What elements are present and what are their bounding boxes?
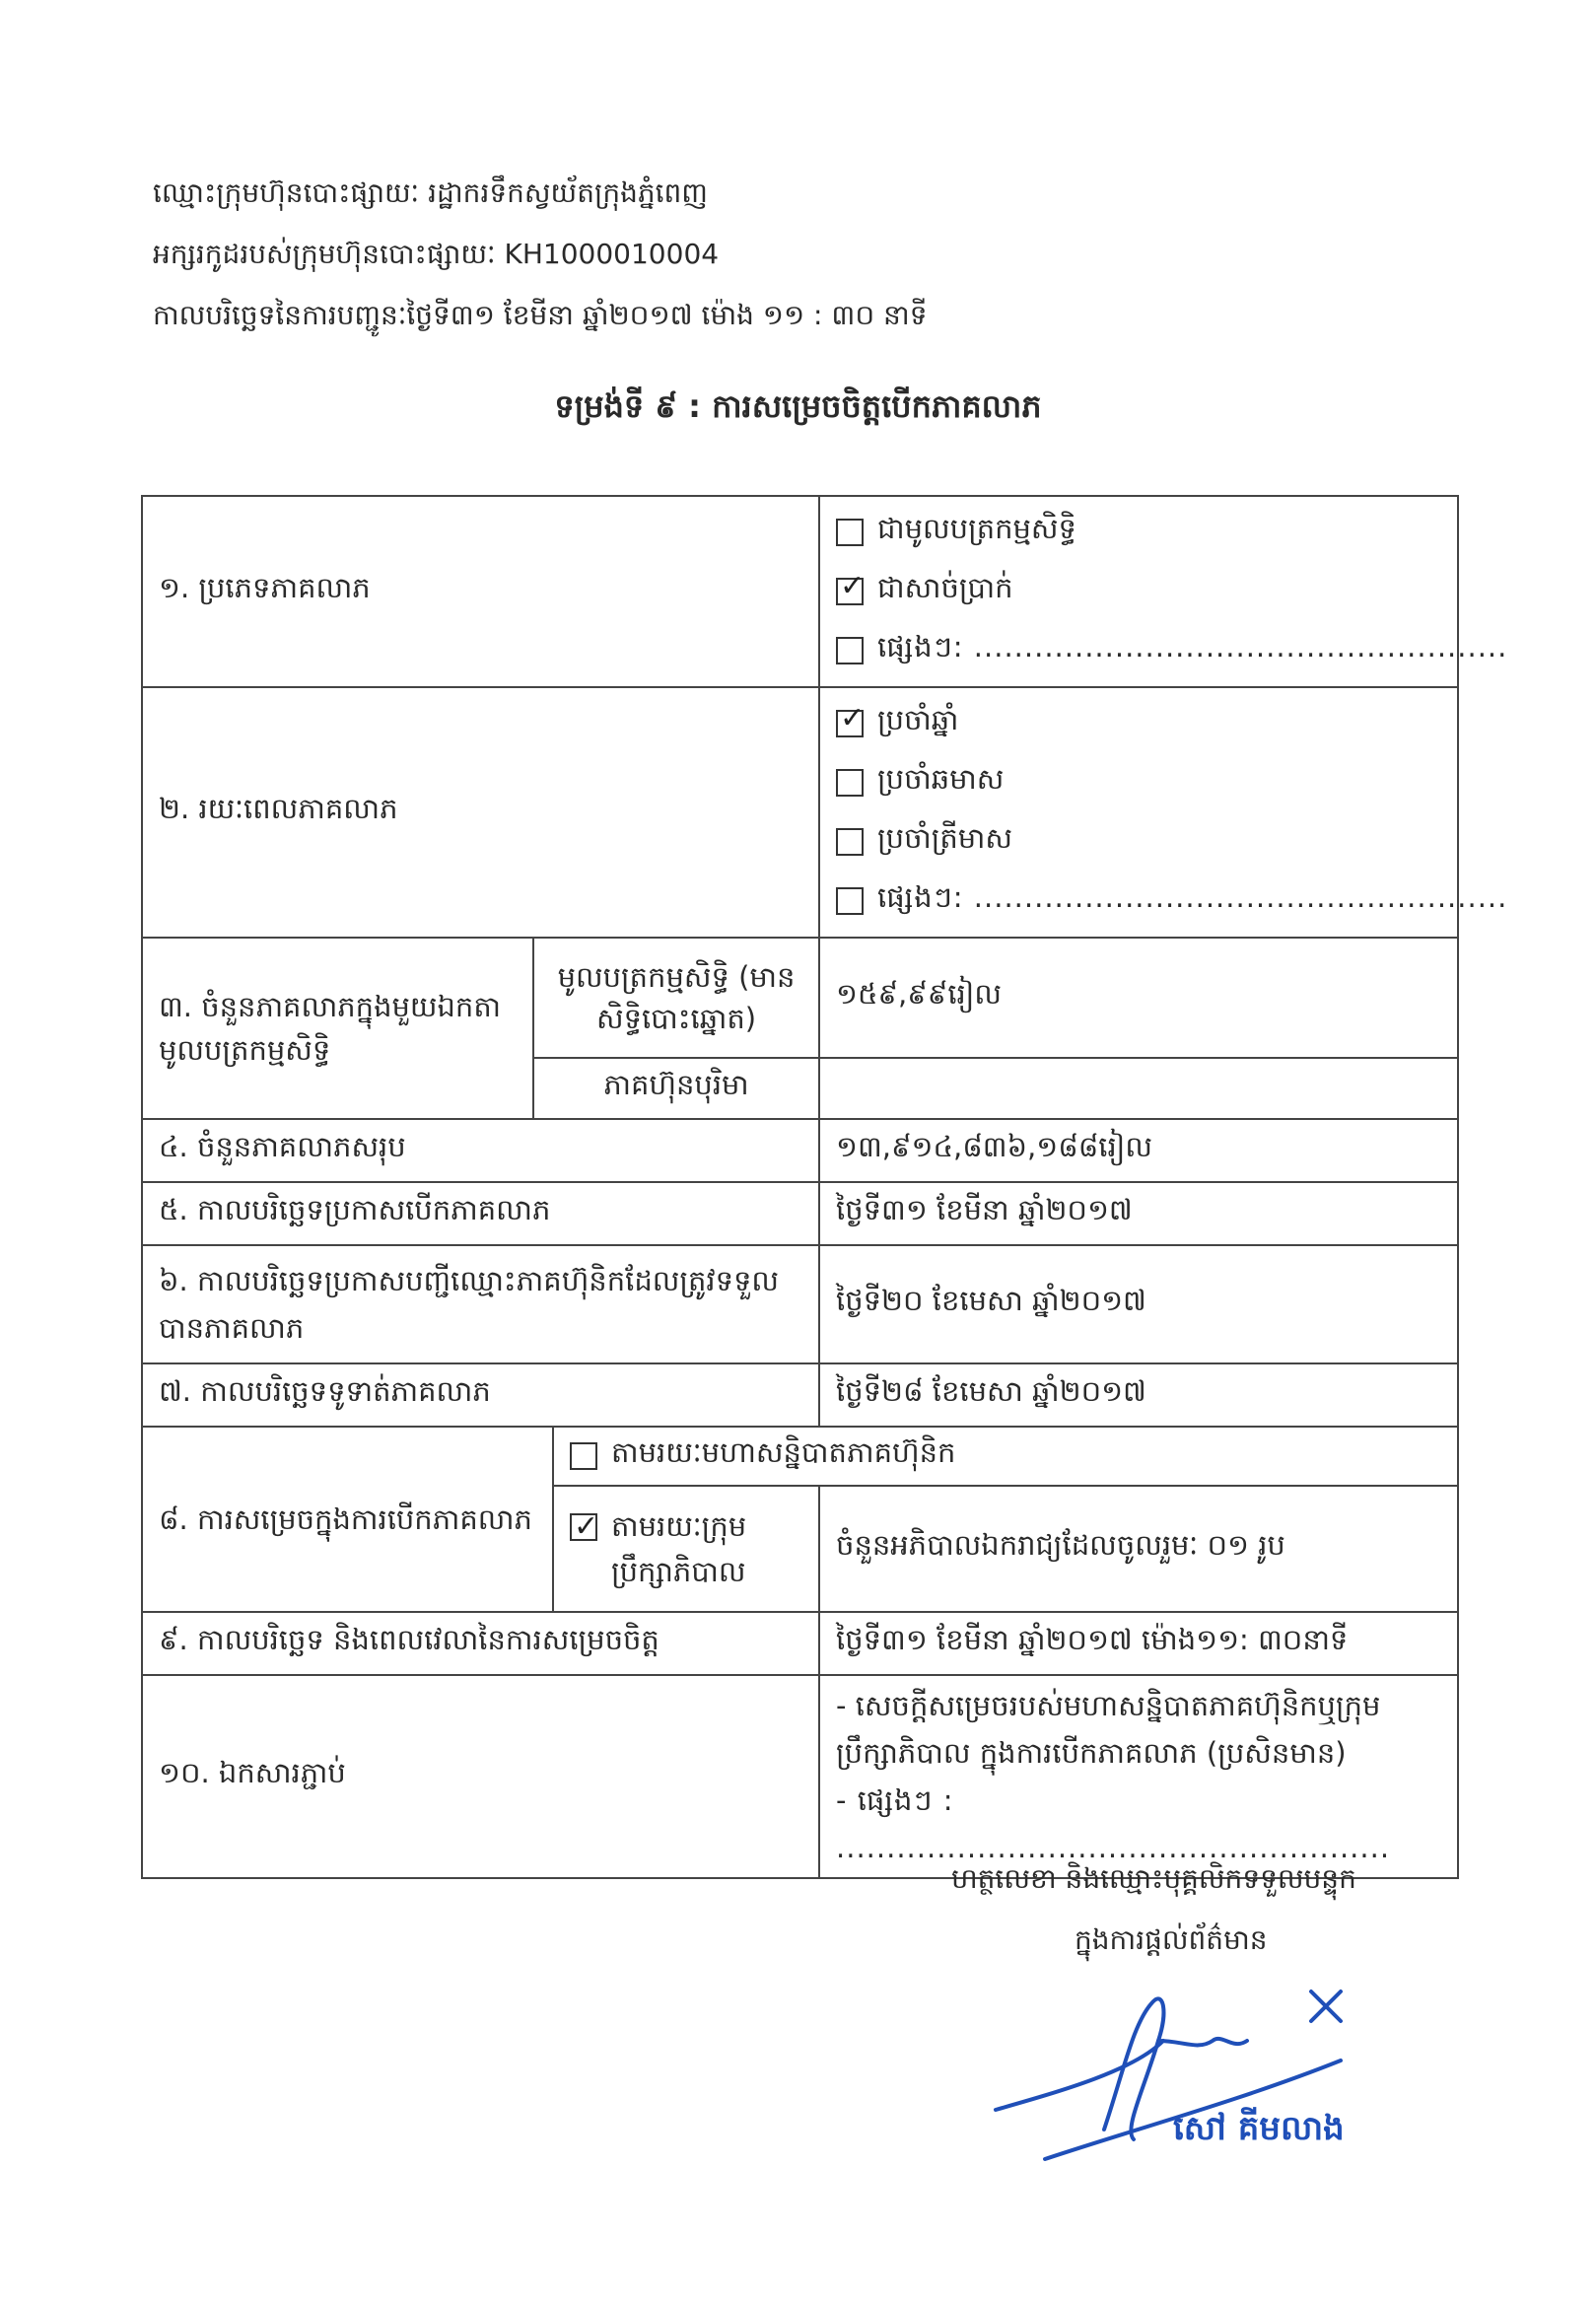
attachments-list xyxy=(819,1675,1458,1878)
row-dividend-period xyxy=(142,687,1458,938)
row-label: ៩. កាលបរិច្ឆេទ និងពេលវេលានៃការសម្រេចចិត្ត xyxy=(142,1612,819,1675)
checkbox[interactable] xyxy=(836,887,864,915)
option-label: ជាសាច់ប្រាក់ xyxy=(877,571,1013,604)
option-shareholders-meeting[interactable] xyxy=(553,1427,1458,1486)
row-label: ៤. ចំនួនភាគលាភសរុប xyxy=(142,1119,819,1182)
option-other[interactable] xyxy=(836,621,1508,680)
option-label: ប្រចាំឆមាស xyxy=(877,762,1005,796)
dividend-form-table xyxy=(141,495,1508,1879)
row-dividend-per-share xyxy=(142,938,1458,1058)
row-record-date xyxy=(142,1245,1458,1363)
row-value: ១៣,៩១៤,៨៣៦,១៨៨រៀល xyxy=(819,1119,1458,1182)
row-value: ថ្ងៃទី៣១ ខែមីនា ឆ្នាំ២០១៧ xyxy=(819,1182,1458,1245)
value-common-shares: ១៥៩,៩៩រៀល xyxy=(819,938,1458,1058)
option-label: ជាមូលបត្រកម្មសិទ្ធិ xyxy=(877,512,1076,545)
row-total-dividend xyxy=(142,1119,1458,1182)
option-annual[interactable] xyxy=(836,694,1441,753)
row-label: ៧. កាលបរិច្ឆេទទូទាត់ភាគលាភ xyxy=(142,1363,819,1427)
signature-caption: ហត្ថលេខា និងឈ្មោះបុគ្គលិកទទួលបន្ទុក xyxy=(951,1862,1356,1895)
attachment-item: - សេចក្តីសម្រេចរបស់មហាសន្និបាតភាគហ៊ុនិកឬក្រុមប្រឹក្សាភិបាល ក្នុងការបើកភាគលាភ (ប្រសិនមាន) xyxy=(836,1689,1381,1770)
company-symbol: អក្សរកូដរបស់ក្រុមហ៊ុនបោះផ្សាយៈ KH1000010004 xyxy=(153,238,720,270)
row-label: ១. ប្រភេទភាគលាភ xyxy=(142,496,819,687)
value-preferred-shares xyxy=(819,1058,1458,1119)
signatory-name: សៅ គីមលាង xyxy=(1173,2109,1345,2148)
option-label: ផ្សេងៗ: ..................................................... xyxy=(877,630,1508,664)
row-value: ថ្ងៃទី២៨ ខែមេសា ឆ្នាំ២០១៧ xyxy=(819,1363,1458,1427)
checkbox[interactable] xyxy=(570,1442,597,1470)
option-other[interactable] xyxy=(836,872,1508,931)
row-value: ថ្ងៃទី៣១ ខែមីនា ឆ្នាំ២០១៧ ម៉ោង១១: ៣០នាទី xyxy=(819,1612,1458,1675)
checkbox[interactable] xyxy=(570,1513,597,1541)
form-title: ទម្រង់ទី ៩ : ការសម្រេចចិត្តបើកភាគលាភ xyxy=(554,387,1042,425)
row-payment-date xyxy=(142,1363,1458,1427)
row-label: ៥. កាលបរិច្ឆេទប្រកាសបើកភាគលាភ xyxy=(142,1182,819,1245)
checkbox[interactable] xyxy=(836,828,864,856)
submission-date: កាលបរិច្ឆេទនៃការបញ្ជូនៈថ្ងៃទី៣១ ខែមីនា ឆ្នាំ២០១៧ ម៉ោង ១១ : ៣០ នាទី xyxy=(153,299,928,331)
option-semiannual[interactable] xyxy=(836,753,1441,812)
option-board-of-directors[interactable] xyxy=(553,1486,819,1612)
company-name: ឈ្មោះក្រុមហ៊ុនបោះផ្សាយៈ រដ្ឋាករទឹកស្វយ័តក្រុងភ្នំពេញ xyxy=(153,176,708,209)
checkbox[interactable] xyxy=(836,519,864,546)
option-label: ប្រចាំត្រីមាស xyxy=(877,821,1012,855)
option-label: តាមរយៈក្រុមប្រឹក្សាភិបាល xyxy=(611,1509,747,1588)
row-label: ៣. ចំនួនភាគលាភក្នុងមួយឯកតាមូលបត្រកម្មសិទ្ធិ xyxy=(142,938,533,1119)
row-value: ថ្ងៃទី២០ ខែមេសា ឆ្នាំ២០១៧ xyxy=(819,1245,1458,1363)
row-decision-method xyxy=(142,1427,1458,1486)
option-cash[interactable] xyxy=(836,562,1441,621)
sub-label-common-shares: មូលបត្រកម្មសិទ្ធិ (មានសិទ្ធិបោះឆ្នោត) xyxy=(533,938,819,1058)
checkbox[interactable] xyxy=(836,769,864,797)
sub-label-preferred-shares: ភាគហ៊ុនបុរិមា xyxy=(533,1058,819,1119)
row-dividend-type xyxy=(142,496,1458,687)
row-attachments xyxy=(142,1675,1458,1878)
checkbox[interactable] xyxy=(836,637,864,664)
handwritten-signature xyxy=(986,1982,1370,2169)
option-quarterly[interactable] xyxy=(836,812,1441,872)
option-label: ផ្សេងៗ: ..................................................... xyxy=(877,880,1508,914)
row-decision-datetime xyxy=(142,1612,1458,1675)
option-label: តាមរយៈមហាសន្និបាតភាគហ៊ុនិក xyxy=(611,1435,956,1469)
row-label: ២. រយៈពេលភាគលាភ xyxy=(142,687,819,938)
option-shares[interactable] xyxy=(836,503,1441,562)
checkbox[interactable] xyxy=(836,710,864,737)
row-label: ៨. ការសម្រេចក្នុងការបើកភាគលាភ xyxy=(142,1427,553,1612)
dividend-period-options xyxy=(819,687,1508,938)
attachment-item: - ផ្សេងៗ : ....................................................... xyxy=(836,1783,1391,1864)
dividend-type-options xyxy=(819,496,1508,687)
row-label: ១០. ឯកសារភ្ជាប់ xyxy=(142,1675,819,1878)
row-announcement-date xyxy=(142,1182,1458,1245)
option-label: ប្រចាំឆ្នាំ xyxy=(877,703,959,736)
signature-caption-2: ក្នុងការផ្តល់ព័ត៌មាន xyxy=(1075,1923,1268,1956)
row-label: ៦. កាលបរិច្ឆេទប្រកាសបញ្ជីឈ្មោះភាគហ៊ុនិកដែលត្រូវទទួលបានភាគលាភ xyxy=(142,1245,819,1363)
independent-directors-count: ចំនួនអភិបាលឯករាជ្យដែលចូលរួមៈ ០១ រូប xyxy=(819,1486,1458,1612)
checkbox[interactable] xyxy=(836,578,864,605)
